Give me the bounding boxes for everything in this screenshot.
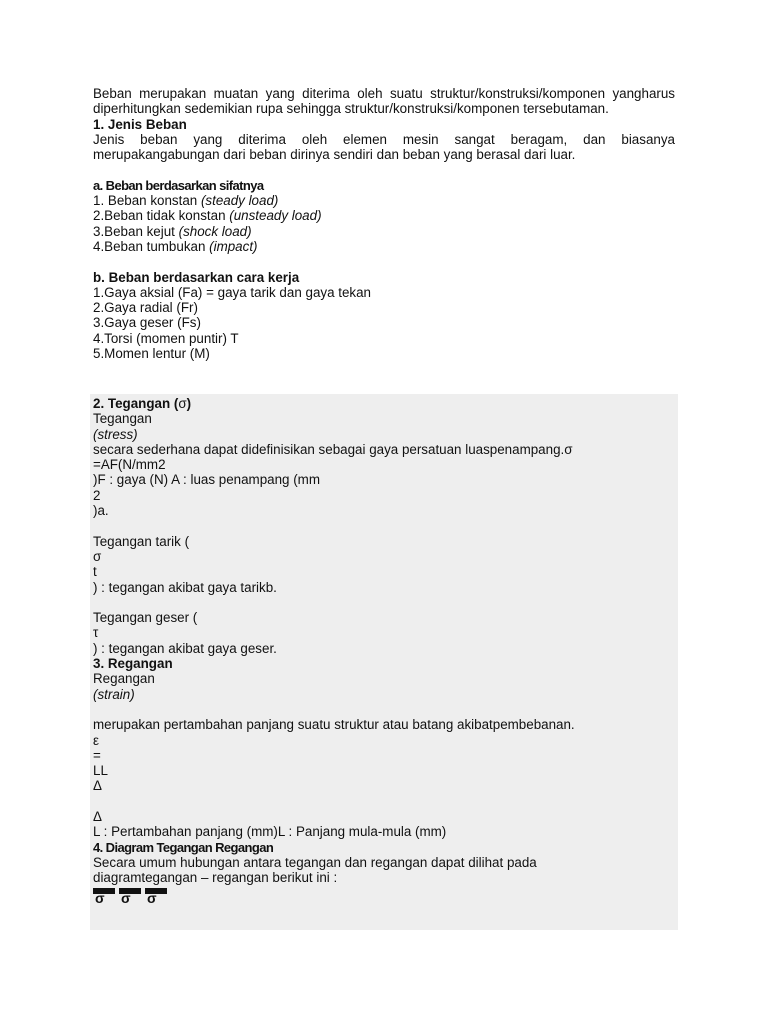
- text-line: ε: [93, 732, 99, 748]
- section3-lines: [93, 671, 675, 839]
- text-line: )a.: [93, 503, 109, 519]
- text-line: Tegangan tarik (: [93, 533, 190, 549]
- section2-lines: [93, 411, 675, 656]
- subsection-a-list: [93, 193, 675, 254]
- document-body: [93, 86, 675, 361]
- list-item: 3.Gaya geser (Fs): [93, 315, 201, 331]
- text-line: t: [93, 564, 97, 580]
- sigma-symbols: [93, 888, 675, 904]
- text-line: secara sederhana dapat didefinisikan sebagai gaya persatuan luaspenampang.σ: [93, 441, 573, 457]
- text-line: [93, 595, 675, 610]
- sigma-glyph: σ: [147, 889, 157, 906]
- list-item-text: 2.Beban tidak konstan: [93, 208, 230, 224]
- subsection-a-heading: a. Beban berdasarkan sifatnya: [93, 177, 264, 193]
- section2-heading: 2. Tegangan (σ): [93, 396, 192, 411]
- intro-paragraph: Beban merupakan muatan yang diterima oleh suatu struktur/konstruksi/komponen yangharus diperhitungkan sedemikian rupa sehingga struktur/konstruksi/komponen tersebutaman.: [93, 86, 675, 117]
- section1-paragraph: Jenis beban yang diterima oleh elemen mesin sangat beragam, dan biasanya merupakangabungan dari beban dirinya sendiri dan beban yang berasal dari luar.: [93, 131, 675, 163]
- text-line: [93, 702, 675, 717]
- list-item: 2.Gaya radial (Fr): [93, 300, 198, 316]
- subsection-b-heading: b. Beban berdasarkan cara kerja: [93, 269, 300, 285]
- list-item-term: (impact): [209, 238, 258, 254]
- list-item: 4.Torsi (momen puntir) T: [93, 330, 239, 346]
- list-item-text: 4.Beban tumbukan: [93, 238, 210, 254]
- text-line: (strain): [93, 686, 135, 702]
- list-item-text: 3.Beban kejut: [93, 223, 179, 239]
- shaded-content: [93, 396, 675, 904]
- text-line: ) : tegangan akibat gaya tarikb.: [93, 579, 277, 595]
- list-item-term: (steady load): [200, 193, 279, 209]
- section4-heading: 4. Diagram Tegangan Regangan: [93, 839, 274, 855]
- list-item: 1.Gaya aksial (Fa) = gaya tarik dan gaya tekan: [93, 284, 372, 300]
- list-item-term: (shock load): [178, 223, 252, 239]
- text-line: =AF(N/mm2: [93, 457, 166, 473]
- text-line: τ: [93, 625, 99, 641]
- list-item-term: (unsteady load): [229, 208, 322, 224]
- list-item: [93, 193, 675, 208]
- sigma-stamp: [119, 888, 141, 904]
- text-line: Δ: [93, 809, 102, 825]
- sigma-stamp: [145, 888, 167, 904]
- text-line: 2: [93, 487, 101, 503]
- section1-heading: 1. Jenis Beban: [93, 116, 187, 132]
- text-line: Tegangan geser (: [93, 610, 198, 626]
- list-item: [93, 208, 675, 223]
- sigma-glyph: σ: [121, 889, 131, 906]
- text-line: =: [93, 747, 101, 763]
- text-line: ) : tegangan akibat gaya geser.: [93, 640, 277, 656]
- text-line: σ: [93, 548, 102, 564]
- text-line: Regangan: [93, 671, 155, 687]
- section3-heading: 3. Regangan: [93, 656, 173, 672]
- sigma-stamp: [93, 888, 115, 904]
- section4-lines: [93, 855, 675, 886]
- text-line: Δ: [93, 778, 102, 794]
- list-item: [93, 224, 675, 239]
- text-line: Secara umum hubungan antara tegangan dan regangan dapat dilihat pada: [93, 854, 537, 870]
- list-item-text: 1. Beban konstan: [93, 193, 201, 209]
- text-line: merupakan pertambahan panjang suatu struktur atau batang akibatpembebanan.: [93, 717, 575, 733]
- text-line: diagramtegangan – regangan berikut ini :: [93, 870, 338, 886]
- text-line: [93, 518, 675, 533]
- text-line: (stress): [93, 426, 138, 442]
- text-line: Tegangan: [93, 411, 152, 427]
- list-item: 5.Momen lentur (M): [93, 346, 210, 362]
- text-line: L : Pertambahan panjang (mm)L : Panjang mula-mula (mm): [93, 824, 447, 840]
- text-line: )F : gaya (N) A : luas penampang (mm: [93, 472, 320, 488]
- subsection-b-list: [93, 285, 675, 361]
- text-line: LL: [93, 763, 108, 779]
- sigma-glyph: σ: [95, 889, 105, 906]
- list-item: [93, 239, 675, 254]
- text-line: [93, 794, 675, 809]
